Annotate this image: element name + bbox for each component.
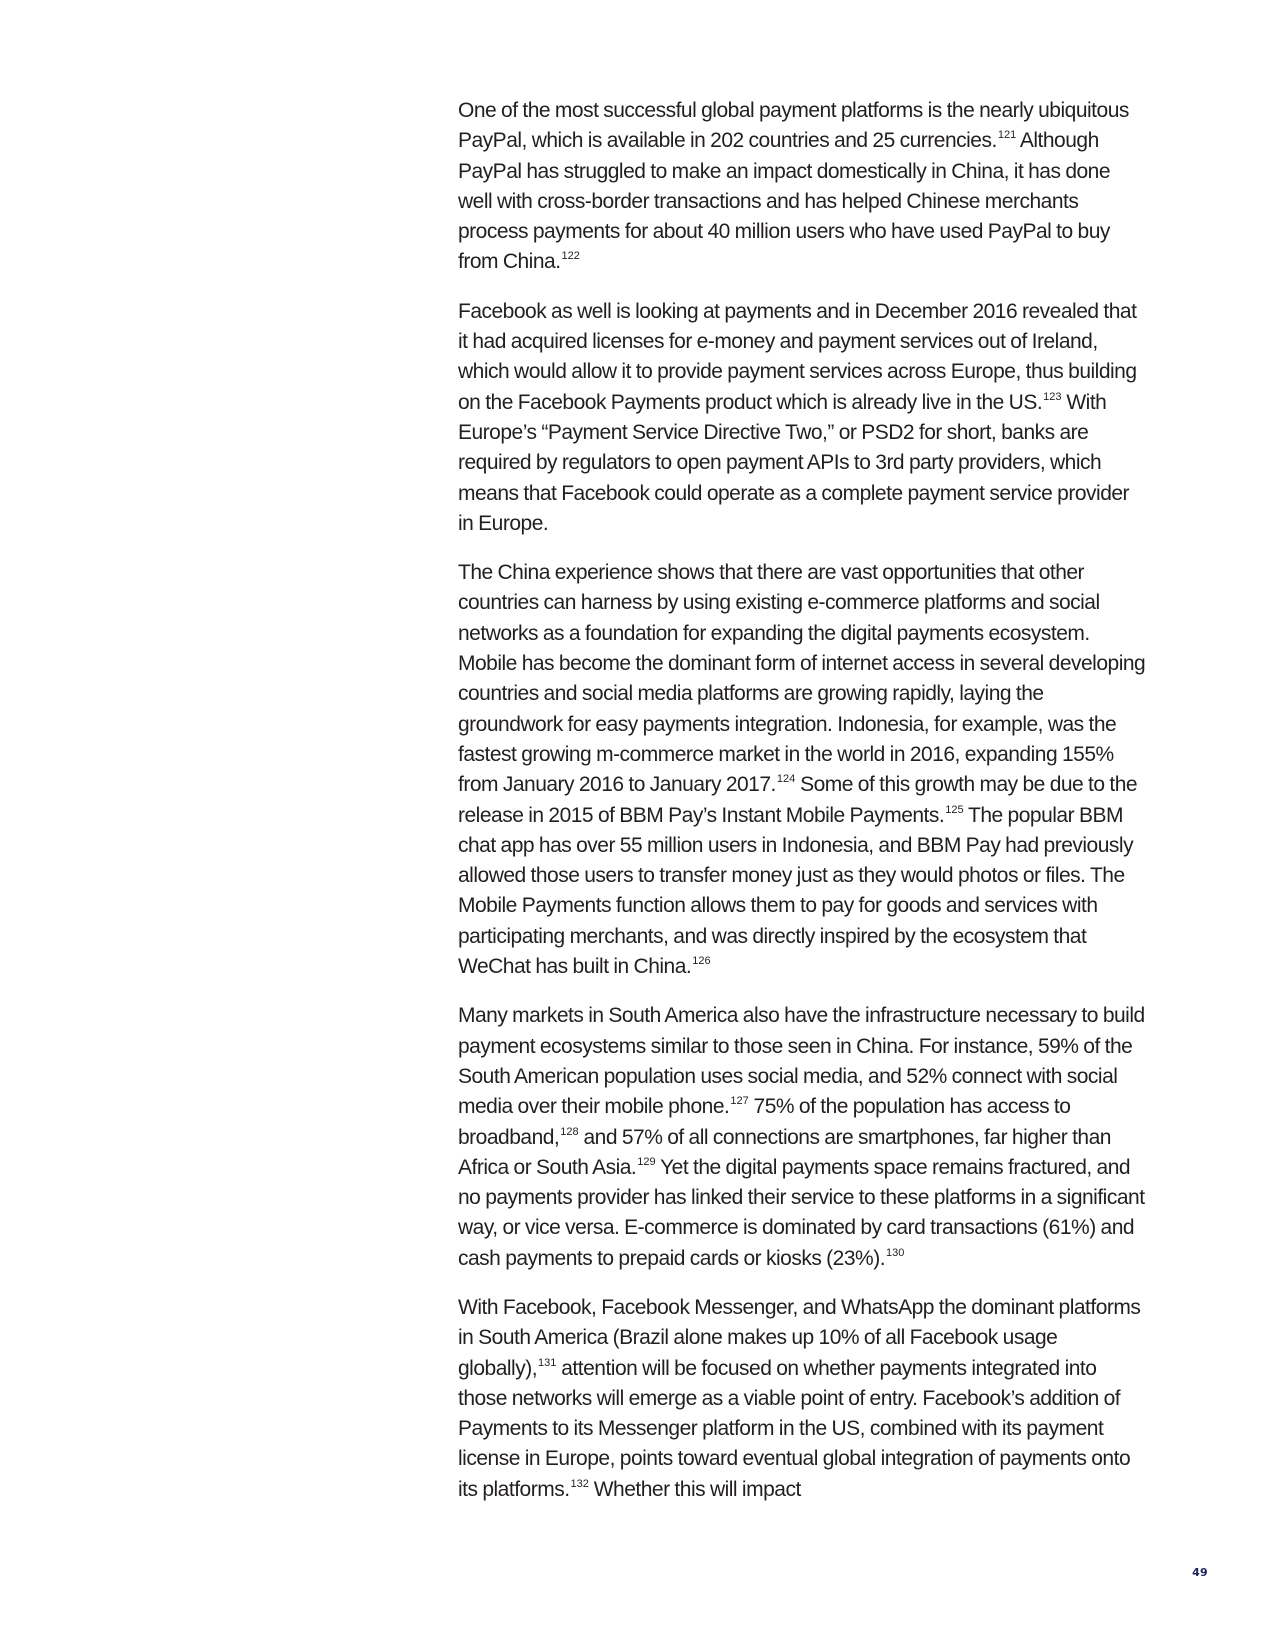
footnote-reference: 125 — [945, 803, 964, 816]
paragraph-text: Yet the digital payments space remains fractured, and no payments provider has linked their service to these platforms in a significant way, or vice versa. E-commerce is dominated by card transactions (61%) and cash payments to prepaid cards or kiosks (23%). — [458, 1155, 1145, 1270]
body-paragraph — [458, 297, 1148, 539]
paragraph-text: The China experience shows that there are vast opportunities that other countries can harness by using existing e-commerce platforms and social networks as a foundation for expanding the digital payments ecosystem. Mobile has become the dominant form of internet access in several developing countries and social media platforms are growing rapidly, laying the groundwork for easy payments integration. Indonesia, for example, was the fastest growing m-commerce market in the world in 2016, expanding 155% from January 2016 to January 2017. — [458, 561, 1146, 797]
footnote-reference: 127 — [730, 1095, 749, 1108]
footnote-reference: 123 — [1043, 390, 1062, 403]
footnote-reference: 126 — [692, 955, 711, 968]
body-text-column — [458, 96, 1148, 1524]
body-paragraph — [458, 1293, 1148, 1505]
footnote-reference: 122 — [561, 250, 580, 263]
paragraph-text: 75% of the population has access to broadband, — [458, 1095, 1071, 1149]
paragraph-text: attention will be focused on whether payments integrated into those networks will emerge as a viable point of entry. Facebook’s addition of Payments to its Messenger platform in the US, combined with its payment license in Europe, points toward eventual global integration of payments onto its platforms. — [458, 1356, 1131, 1501]
body-paragraph — [458, 558, 1148, 982]
paragraph-text: Many markets in South America also have the infrastructure necessary to build payment ecosystems similar to those seen in China. For instance, 59% of the South American population uses social media, and 52% connect with social media over their mobile phone. — [458, 1004, 1145, 1119]
paragraph-text: Some of this growth may be due to the release in 2015 of BBM Pay’s Instant Mobile Payments. — [458, 773, 1138, 827]
paragraph-text: The popular BBM chat app has over 55 million users in Indonesia, and BBM Pay had previously allowed those users to transfer money just as they would photos or files. The Mobile Payments function allows them to pay for goods and services with participating merchants, and was directly inspired by the ecosystem that WeChat has built in China. — [458, 803, 1134, 979]
footnote-reference: 130 — [886, 1246, 905, 1259]
footnote-reference: 129 — [637, 1155, 656, 1168]
body-paragraph — [458, 96, 1148, 278]
body-paragraph — [458, 1001, 1148, 1274]
page-number: 49 — [1192, 1566, 1208, 1579]
paragraph-text: One of the most successful global payment platforms is the nearly ubiquitous PayPal, which is available in 202 countries and 25 currencies. — [458, 99, 1129, 153]
footnote-reference: 131 — [538, 1356, 557, 1369]
footnote-reference: 132 — [570, 1477, 589, 1490]
paragraph-text: With Europe’s “Payment Service Directive Two,” or PSD2 for short, banks are required by regulators to open payment APIs to 3rd party providers, which means that Facebook could operate as a complete payment service provider in Europe. — [458, 390, 1130, 535]
paragraph-text: Although PayPal has struggled to make an impact domestically in China, it has done well with cross-border transactions and has helped Chinese merchants process payments for about 40 million users who have used PayPal to buy from China. — [458, 129, 1111, 274]
paragraph-text: and 57% of all connections are smartphones, far higher than Africa or South Asia. — [458, 1125, 1111, 1179]
paragraph-text: Facebook as well is looking at payments and in December 2016 revealed that it had acquired licenses for e-money and payment services out of Ireland, which would allow it to provide payment services across Europe, thus building on the Facebook Payments product which is already live in the US. — [458, 299, 1137, 414]
paragraph-text: With Facebook, Facebook Messenger, and WhatsApp the dominant platforms in South America (Brazil alone makes up 10% of all Facebook usage globally), — [458, 1295, 1141, 1380]
footnote-reference: 128 — [560, 1125, 579, 1138]
paragraph-text: Whether this will impact — [588, 1477, 801, 1501]
footnote-reference: 124 — [776, 773, 796, 786]
footnote-reference: 121 — [997, 129, 1017, 142]
